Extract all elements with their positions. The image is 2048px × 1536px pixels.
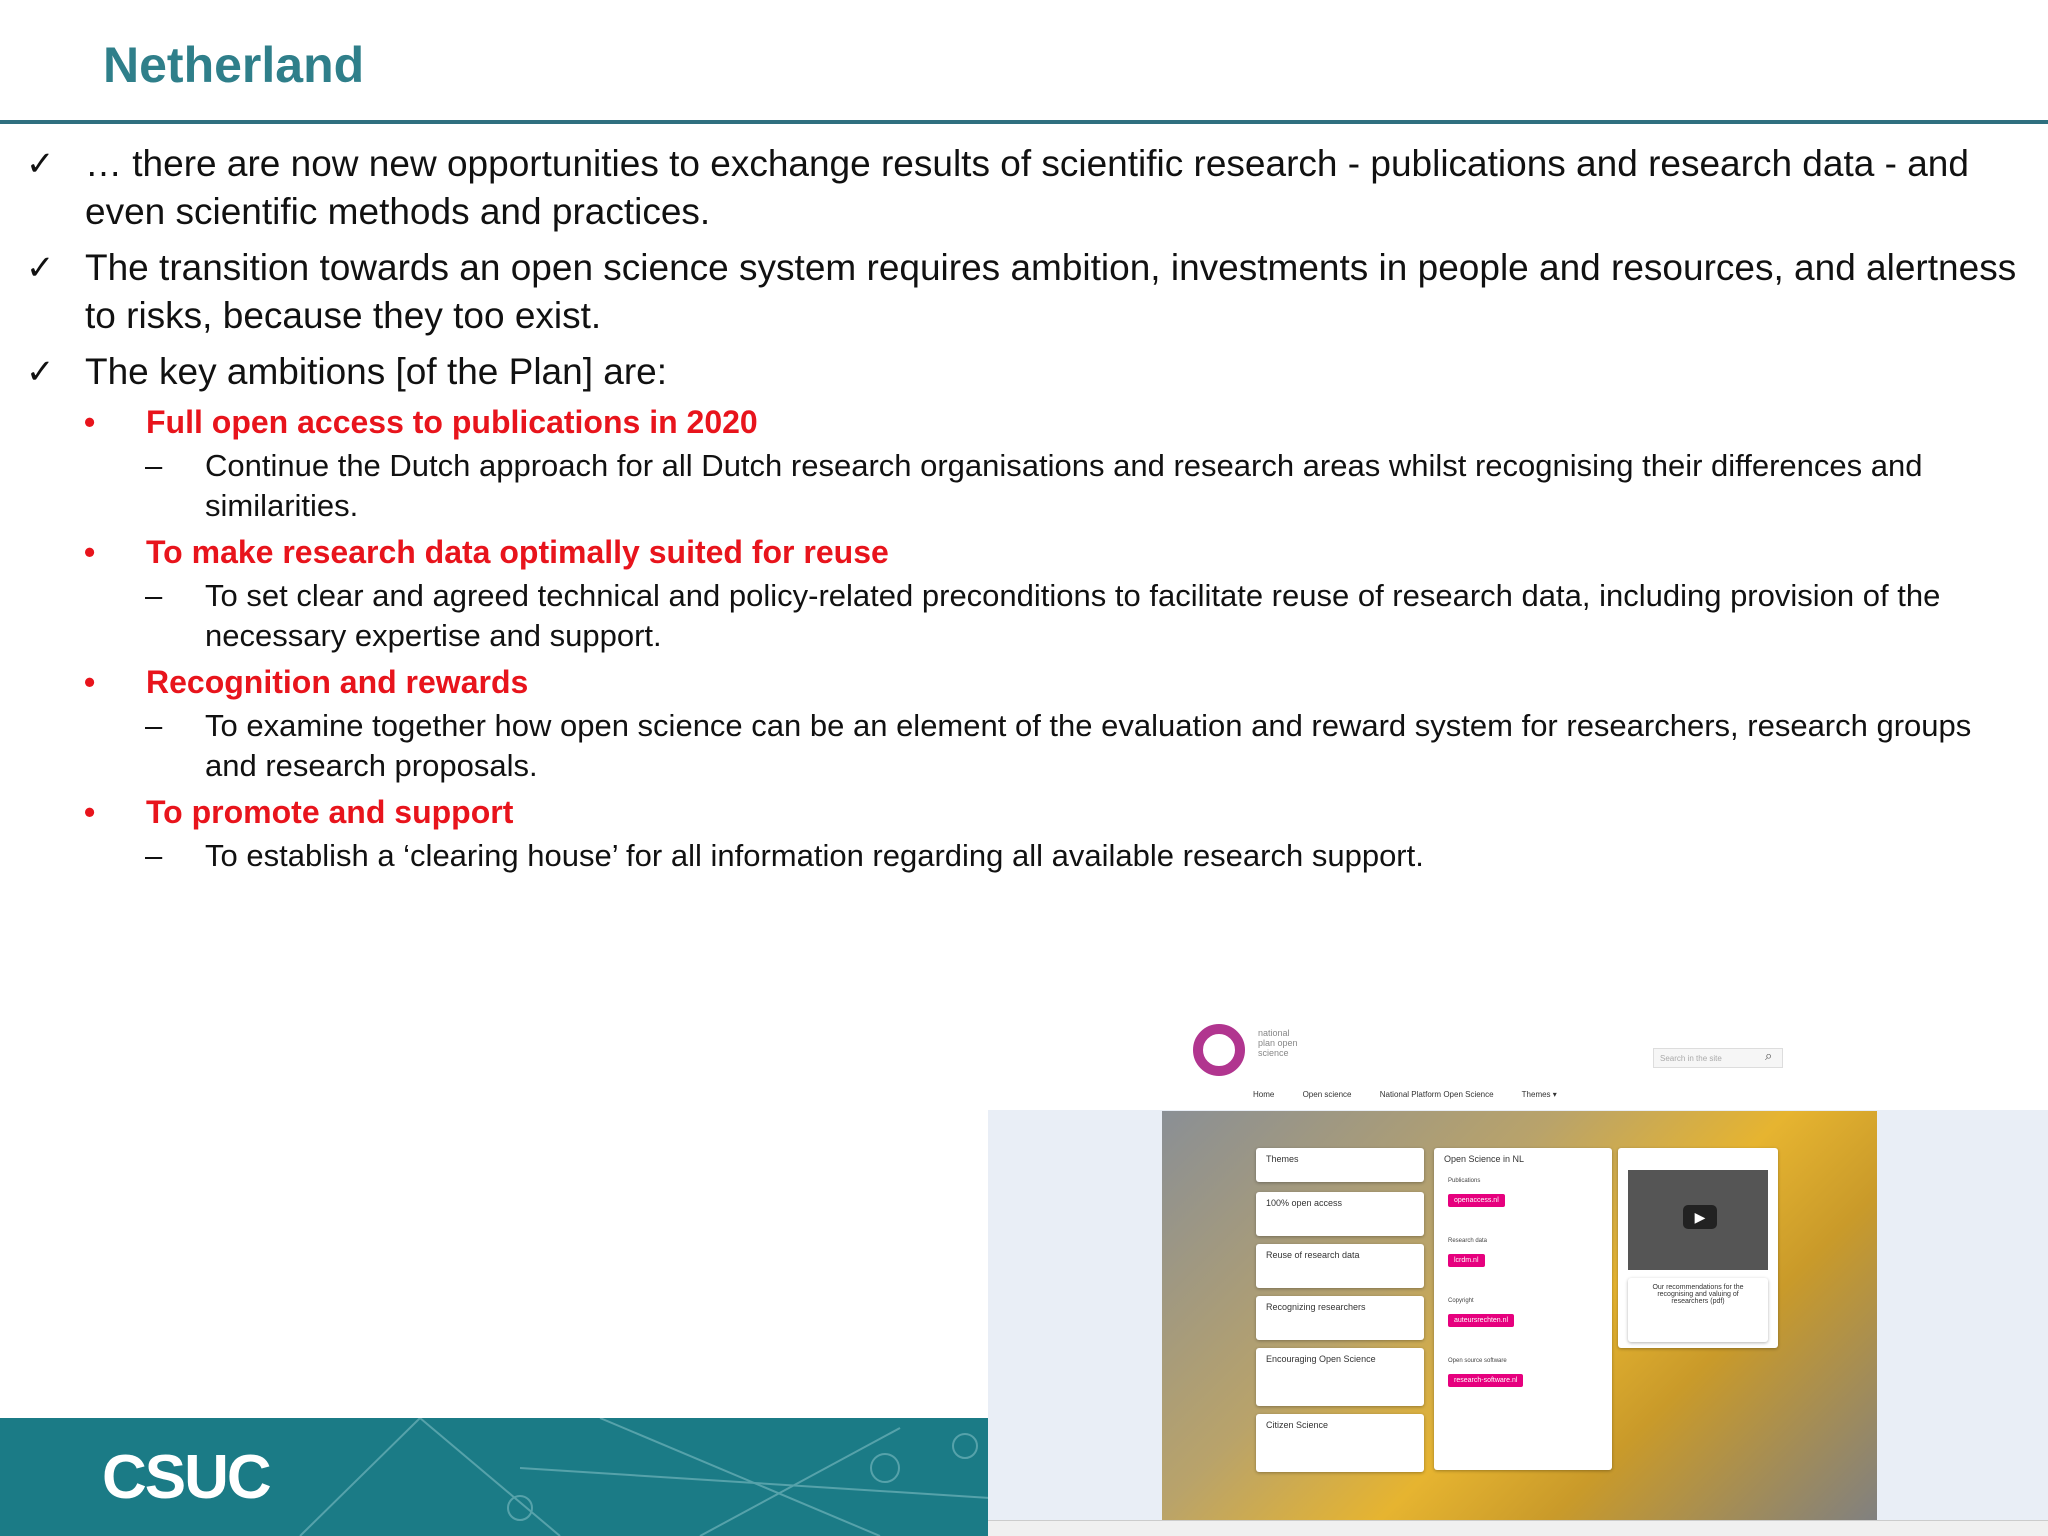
- slide-body: [0, 140, 2048, 878]
- taskbar: [988, 1520, 2048, 1536]
- point-text: The transition towards an open science system requires ambition, investments in people and resources, and alertness to risks, because they too exist.: [85, 247, 2017, 336]
- dash-icon: –: [145, 448, 163, 483]
- ambition-heading: • To promote and support: [0, 788, 2048, 836]
- themes-card: Themes: [1256, 1148, 1424, 1182]
- ambition-detail: – Continue the Dutch approach for all Dutch research organisations and research areas whilst recognising their differences and similarities.: [145, 448, 1923, 523]
- check-icon: ✓: [26, 145, 55, 183]
- search-input[interactable]: Search in the site: [1653, 1048, 1783, 1068]
- theme-item[interactable]: Citizen Science: [1256, 1414, 1424, 1472]
- open-science-logo-icon: [1193, 1024, 1245, 1076]
- play-icon[interactable]: ▶: [1683, 1205, 1717, 1229]
- group-label: Copyright: [1448, 1298, 1474, 1304]
- ambition-detail: – To establish a ‘clearing house’ for all information regarding all available research support.: [0, 836, 2048, 876]
- group-link[interactable]: research-software.nl: [1448, 1374, 1523, 1387]
- point-text: The key ambitions [of the Plan] are:: [85, 351, 668, 392]
- point-1: [0, 140, 2048, 236]
- theme-item[interactable]: 100% open access: [1256, 1192, 1424, 1236]
- website-nav: [1253, 1090, 1583, 1099]
- website-screenshot: [988, 1010, 2048, 1536]
- logo-text: national plan open science: [1258, 1028, 1298, 1058]
- ambition-heading: • Full open access to publications in 2020: [0, 398, 2048, 446]
- point-text: … there are now new opportunities to exchange results of scientific research - publications and research data - and even scientific methods and practices.: [85, 143, 1969, 232]
- ambition-detail: – To set clear and agreed technical and policy-related preconditions to facilitate reuse of research data, including provision of the necessary expertise and support.: [145, 578, 1941, 653]
- bullet-icon: •: [84, 664, 96, 700]
- group-link[interactable]: lcrdm.nl: [1448, 1254, 1485, 1267]
- group-link[interactable]: auteursrechten.nl: [1448, 1314, 1514, 1327]
- ambition-detail: – To examine together how open science can be an element of the evaluation and reward system for researchers, research groups and research proposals.: [145, 708, 1972, 783]
- group-label: Research data: [1448, 1238, 1488, 1244]
- csuc-logo: CSUC: [102, 1443, 270, 1512]
- nav-item-open-science[interactable]: Open science: [1302, 1090, 1352, 1099]
- slide-title: Netherland: [103, 37, 365, 93]
- ambition-heading: • To make research data optimally suited for reuse: [0, 528, 2048, 576]
- group-link[interactable]: openaccess.nl: [1448, 1194, 1505, 1207]
- theme-item[interactable]: Recognizing researchers: [1256, 1296, 1424, 1340]
- dash-icon: –: [145, 578, 163, 613]
- point-3: [0, 348, 2048, 396]
- point-2: [0, 244, 2048, 340]
- dash-icon: –: [145, 838, 163, 873]
- nav-item-themes[interactable]: Themes ▾: [1521, 1090, 1557, 1099]
- bullet-icon: •: [84, 534, 96, 570]
- recommendations-link[interactable]: Our recommendations for the recognising and valuing of researchers (pdf): [1628, 1278, 1768, 1342]
- group-label: Open source software: [1448, 1358, 1507, 1364]
- theme-item[interactable]: Reuse of research data: [1256, 1244, 1424, 1288]
- dash-icon: –: [145, 708, 163, 743]
- bullet-icon: •: [84, 794, 96, 830]
- search-icon[interactable]: ⌕: [1765, 1048, 1773, 1063]
- bullet-icon: •: [84, 404, 96, 440]
- ambition-heading: • Recognition and rewards: [0, 658, 2048, 706]
- open-science-card-title: Open Science in NL: [1444, 1154, 1525, 1164]
- nav-item-platform[interactable]: National Platform Open Science: [1379, 1090, 1494, 1099]
- theme-item[interactable]: Encouraging Open Science: [1256, 1348, 1424, 1406]
- check-icon: ✓: [26, 353, 55, 391]
- nav-item-home[interactable]: Home: [1253, 1090, 1275, 1099]
- title-divider: [0, 120, 2048, 124]
- group-label: Publications: [1448, 1178, 1481, 1184]
- check-icon: ✓: [26, 249, 55, 287]
